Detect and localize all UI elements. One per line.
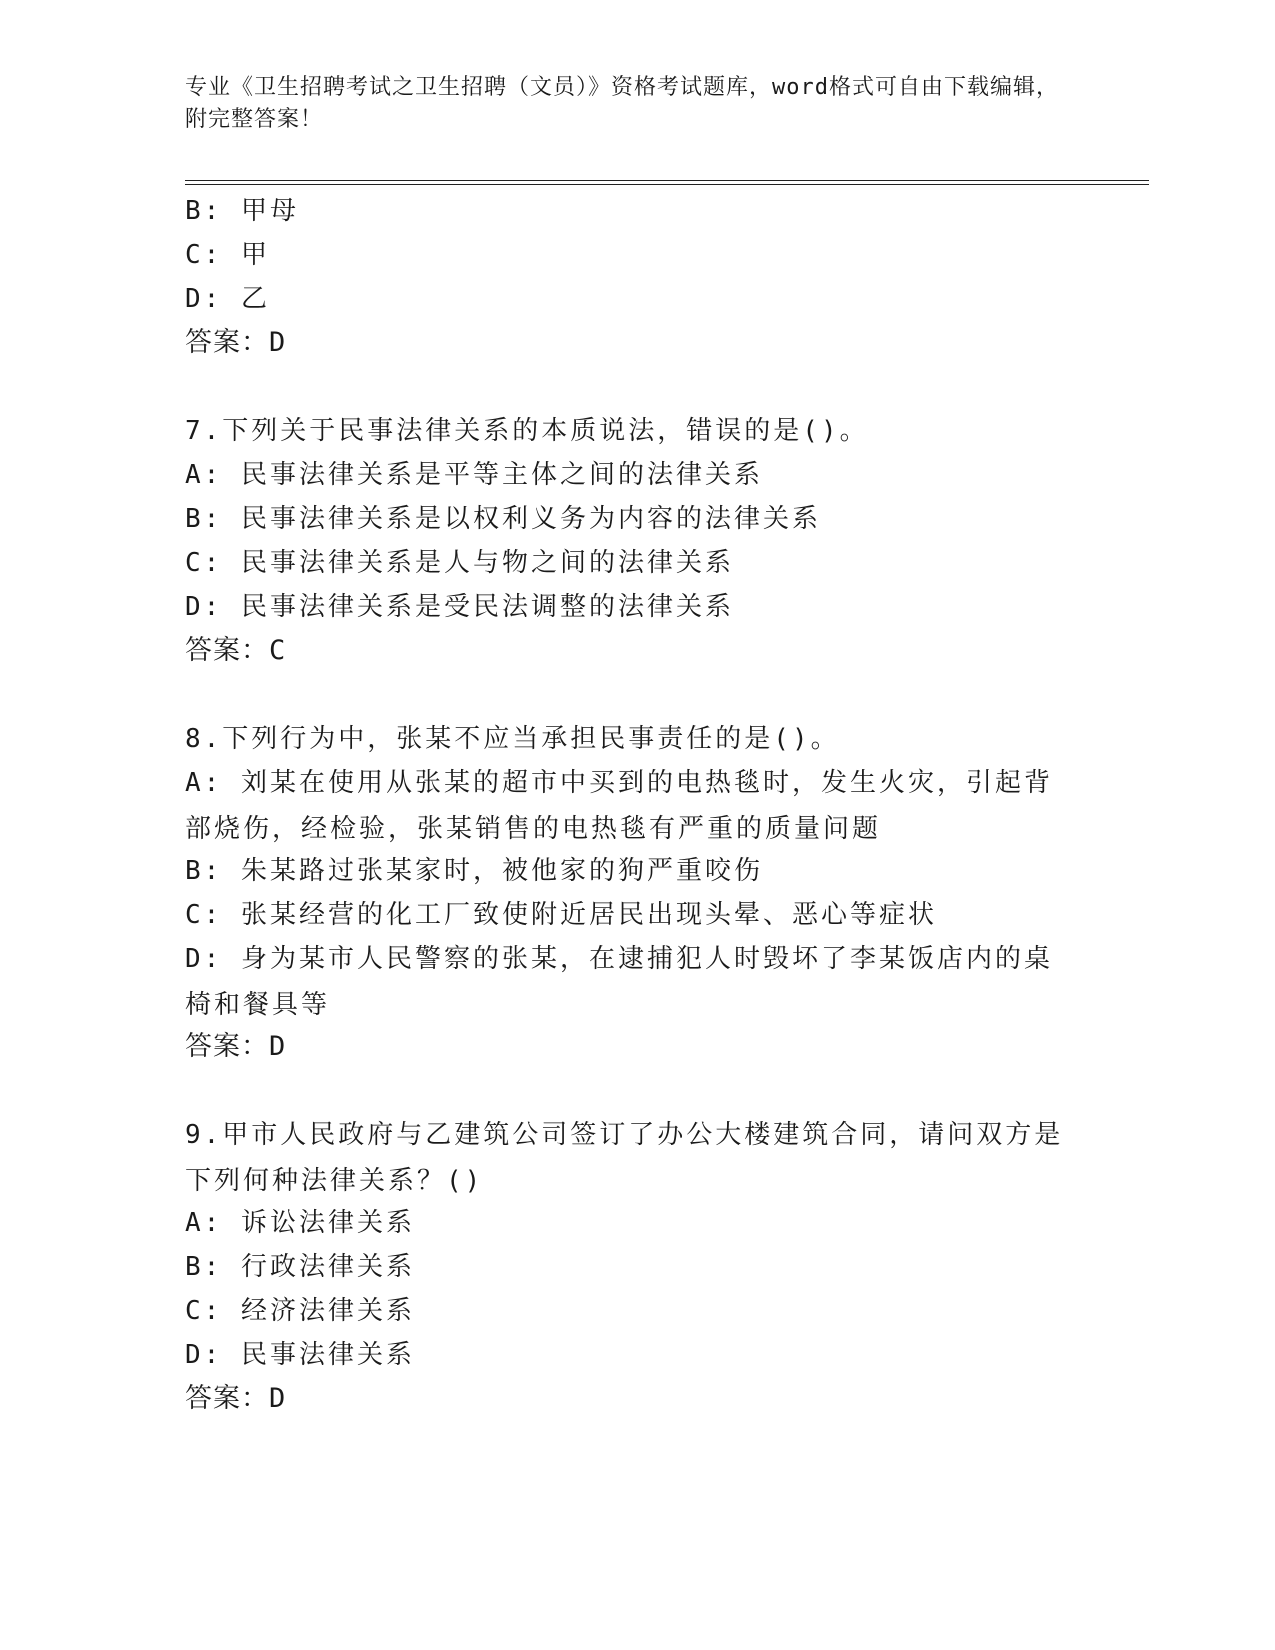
q7-question: 7.下列关于民事法律关系的本质说法，错误的是()。 [185,416,869,446]
answer-label: 答案： [185,327,269,358]
answer-label: 答案： [185,635,269,666]
q6-option-c: C: 甲 [185,240,270,270]
q6-answer [185,320,286,366]
q9-option-d: D: 民事法律关系 [185,1340,415,1370]
q9-option-c: C: 经济法律关系 [185,1296,415,1326]
q9-option-b: B: 行政法律关系 [185,1252,415,1282]
header-divider-top [185,180,1149,181]
q7-option-d: D: 民事法律关系是受民法调整的法律关系 [185,592,734,622]
q6-option-b: B: 甲母 [185,196,299,226]
answer-value: D [269,327,287,358]
header-divider-bottom [185,184,1149,185]
q8-question: 8.下列行为中，张某不应当承担民事责任的是()。 [185,724,840,754]
answer-value: C [269,635,287,666]
q9-question: 9.甲市人民政府与乙建筑公司签订了办公大楼建筑合同，请问双方是下列何种法律关系？() [185,1120,1064,1196]
q8-answer [185,1024,286,1070]
answer-value: D [269,1383,287,1414]
answer-value: D [269,1031,287,1062]
answer-label: 答案： [185,1031,269,1062]
q7-option-c: C: 民事法律关系是人与物之间的法律关系 [185,548,734,578]
q9-option-a: A: 诉讼法律关系 [185,1208,415,1238]
q8-option-b: B: 朱某路过张某家时，被他家的狗严重咬伤 [185,856,763,886]
q7-answer [185,628,286,674]
document-header: 专业《卫生招聘考试之卫生招聘（文员）》资格考试题库，word格式可自由下载编辑，附完整答案！ [185,75,1059,132]
q6-option-d: D: 乙 [185,284,270,314]
q9-answer [185,1376,286,1422]
q8-option-a: A: 刘某在使用从张某的超市中买到的电热毯时，发生火灾，引起背部烧伤，经检验，张某销售的电热毯有严重的质量问题 [185,768,1053,844]
q7-option-b: B: 民事法律关系是以权利义务为内容的法律关系 [185,504,821,534]
q7-option-a: A: 民事法律关系是平等主体之间的法律关系 [185,460,763,490]
q8-option-d: D: 身为某市人民警察的张某，在逮捕犯人时毁坏了李某饭店内的桌椅和餐具等 [185,944,1053,1020]
answer-label: 答案： [185,1383,269,1414]
q8-option-c: C: 张某经营的化工厂致使附近居民出现头晕、恶心等症状 [185,900,937,930]
